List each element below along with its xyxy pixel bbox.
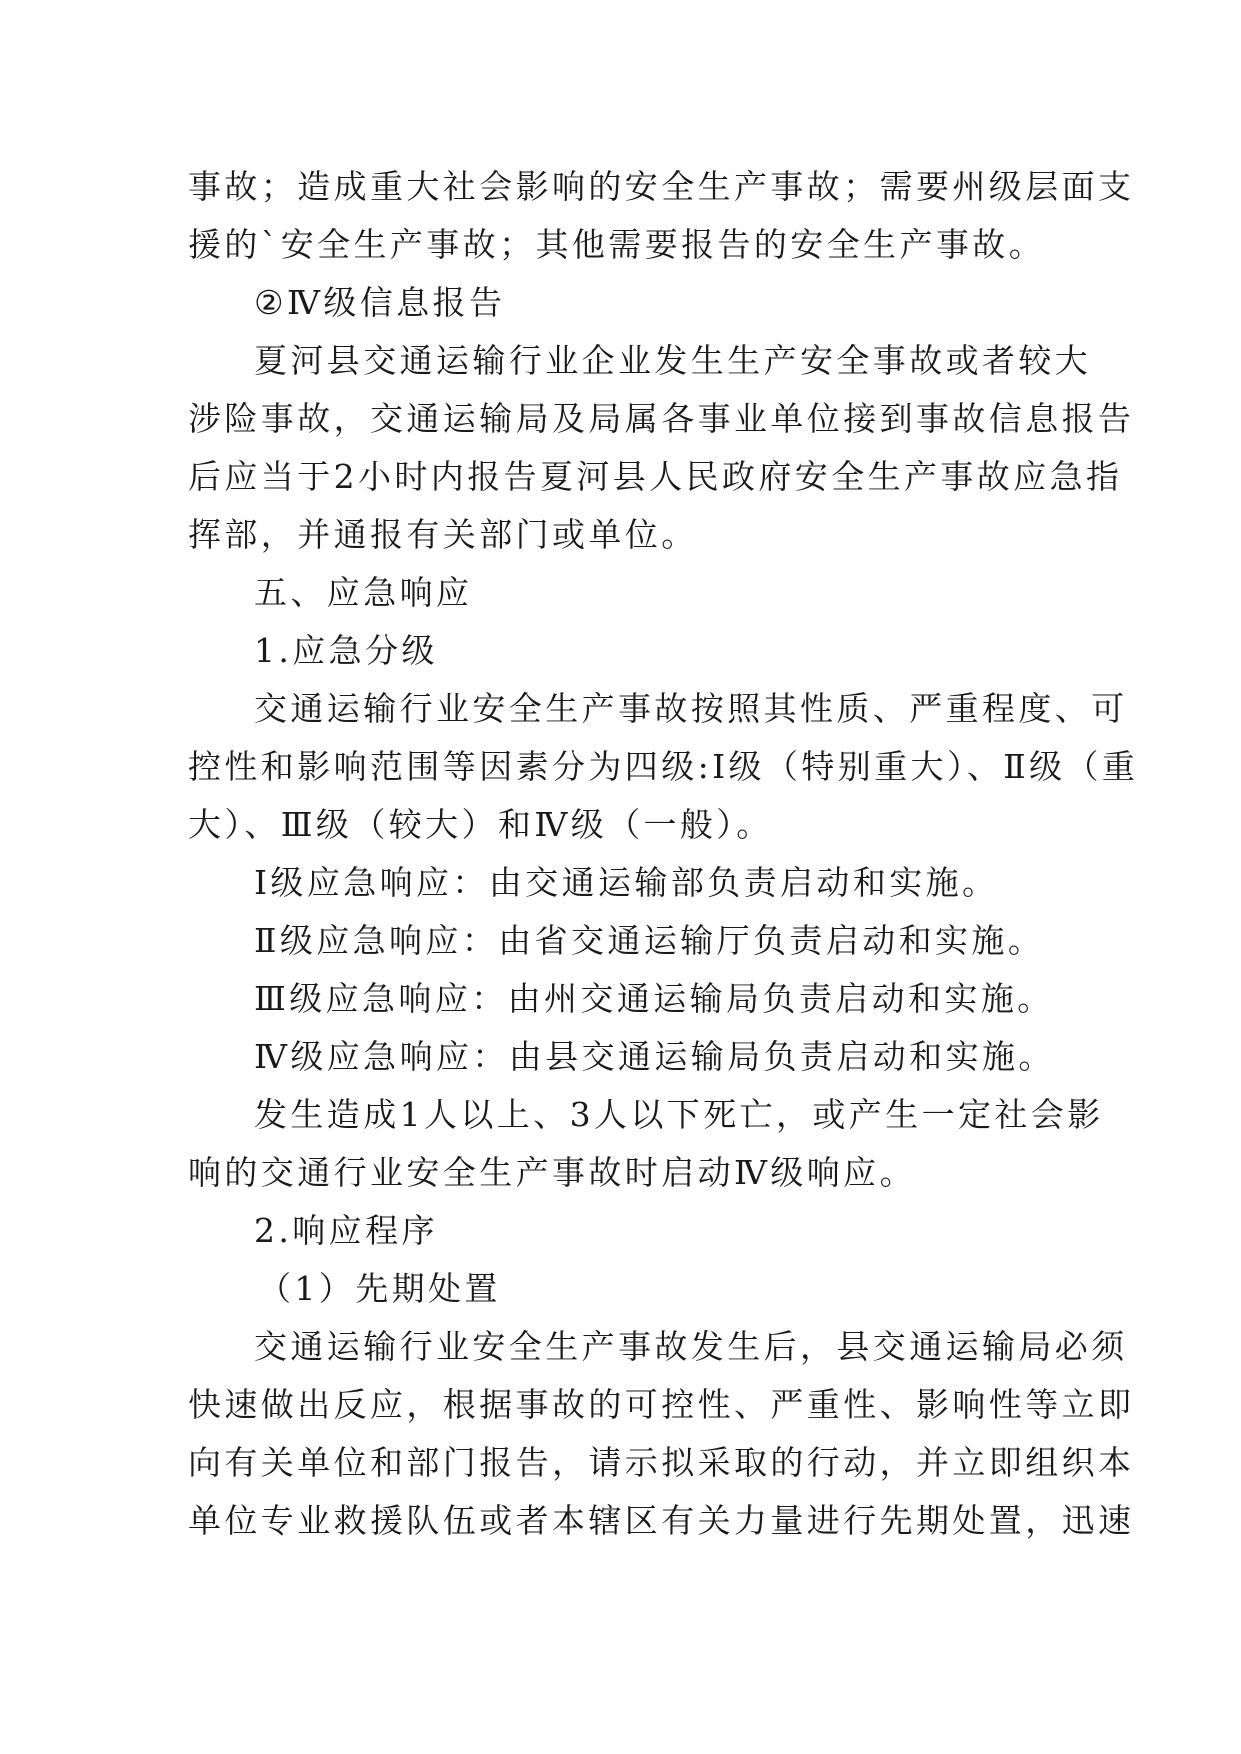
body-text xyxy=(188,158,1139,1550)
text-line: 事故；造成重大社会影响的安全生产事故；需要州级层面支 xyxy=(188,167,1135,206)
subheading-initial-handling: （1）先期处置 xyxy=(258,1269,501,1308)
subheading-level4-info-report: ②Ⅳ级信息报告 xyxy=(254,283,506,322)
text-line: 快速做出反应，根据事故的可控性、严重性、影响性等立即 xyxy=(188,1385,1135,1424)
text-line: 向有关单位和部门报告，请示拟采取的行动，并立即组织本 xyxy=(188,1443,1135,1482)
subheading-response-procedure: 2.响应程序 xyxy=(254,1211,438,1250)
text-line: Ⅱ级应急响应：由省交通运输厅负责启动和实施。 xyxy=(254,921,1045,960)
text-line: 大）、Ⅲ级（较大）和Ⅳ级（一般）。 xyxy=(188,805,773,844)
text-line: 控性和影响范围等因素分为四级:Ⅰ级（特别重大）、Ⅱ级（重 xyxy=(188,747,1139,786)
subheading-emergency-grading: 1.应急分级 xyxy=(254,631,438,670)
text-line: Ⅳ级应急响应：由县交通运输局负责启动和实施。 xyxy=(254,1037,1055,1076)
text-line: Ⅲ级应急响应：由州交通运输局负责启动和实施。 xyxy=(254,979,1054,1018)
text-line: 涉险事故，交通运输局及局属各事业单位接到事故信息报告 xyxy=(188,399,1135,438)
text-line: 夏河县交通运输行业企业发生生产安全事故或者较大 xyxy=(254,341,1092,380)
text-line: 后应当于2小时内报告夏河县人民政府安全生产事故应急指 xyxy=(188,457,1123,496)
text-line: 挥部，并通报有关部门或单位。 xyxy=(188,515,698,554)
text-line: 交通运输行业安全生产事故发生后，县交通运输局必须 xyxy=(254,1327,1128,1366)
section-heading-emergency-response: 五、应急响应 xyxy=(254,573,473,612)
text-line: 发生造成1人以上、3人以下死亡，或产生一定社会影 xyxy=(254,1095,1104,1134)
text-line: 响的交通行业安全生产事故时启动Ⅳ级响应。 xyxy=(188,1153,916,1192)
text-line: 单位专业救援队伍或者本辖区有关力量进行先期处置，迅速 xyxy=(188,1501,1135,1540)
text-line: 交通运输行业安全生产事故按照其性质、严重程度、可 xyxy=(254,689,1128,728)
text-line: Ⅰ级应急响应：由交通运输部负责启动和实施。 xyxy=(254,863,999,902)
text-line: 援的`安全生产事故；其他需要报告的安全生产事故。 xyxy=(188,225,1046,264)
